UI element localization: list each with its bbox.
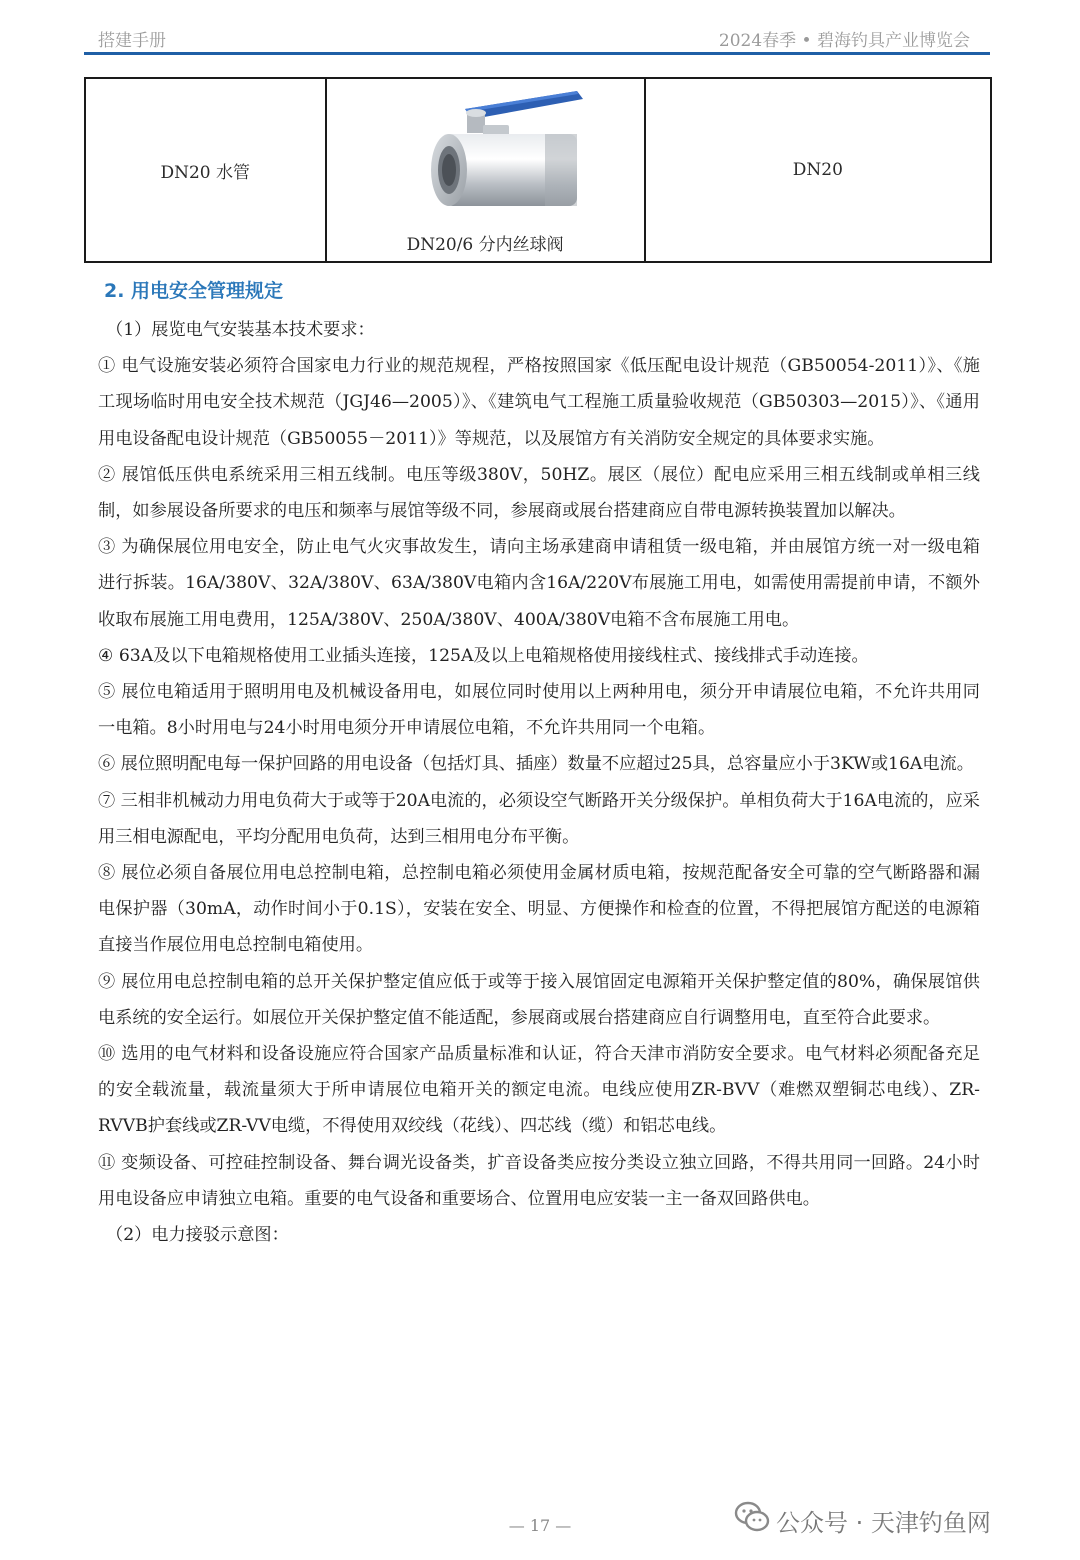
watermark [734, 1500, 1054, 1540]
section-title: 2. 用电安全管理规定 [104, 280, 284, 302]
spec-table [84, 77, 992, 263]
table-cell-spec: DN20 [645, 78, 991, 262]
table-cell-item: DN20 水管 [85, 78, 326, 262]
subheading: （2）电力接驳示意图： [106, 1225, 289, 1246]
paragraph: ⑩ 选用的电气材料和设备设施应符合国家产品质量标准和认证，符合天津市消防安全要求。电气材料必须配备充足的安全载流量，载流量须大于所申请展位电箱开关的额定电流。电线应使用ZR-BVV（难燃双塑铜芯电线）、ZR-RVVB护套线或ZR-VV电缆，不得使用双绞线（花线）、四芯线（缆）和铝芯电线。 [98, 1044, 980, 1137]
image-caption: DN20/6 分内丝球阀 [406, 235, 564, 255]
paragraph: ⑪ 变频设备、可控硅控制设备、舞台调光设备类，扩音设备类应按分类设立独立回路，不得共用同一回路。24小时用电设备应申请独立电箱。重要的电气设备和重要场合、位置用电应安装一主一备双回路供电。 [98, 1152, 980, 1209]
watermark-text: 公众号 · 天津钓鱼网 [776, 1509, 991, 1537]
paragraph: ③ 为确保展位用电安全，防止电气火灾事故发生，请向主场承建商申请租赁一级电箱，并由展馆方统一对一级电箱进行拆装。16A/380V、32A/380V、63A/380V电箱内含16A/220V布展施工用电，如需使用需提前申请，不额外收取布展施工用电费用，125A/380V、250A/380V、400A/380V电箱不含布展施工用电。 [98, 537, 980, 630]
table-row [85, 78, 991, 262]
paragraph: ② 展馆低压供电系统采用三相五线制。电压等级380V，50HZ。展区（展位）配电应采用三相五线制或单相三线制，如参展设备所要求的电压和频率与展馆等级不同，参展商或展台搭建商应自带电源转换装置加以解决。 [98, 464, 980, 522]
paragraph: ⑧ 展位必须自备展位用电总控制电箱，总控制电箱必须使用金属材质电箱，按规范配备安全可靠的空气断路器和漏电保护器（30mA，动作时间小于0.1S），安装在安全、明显、方便操作和检查的位置，不得把展馆方配送的电源箱直接当作展位用电总控制电箱使用。 [98, 863, 980, 956]
table-cell-image [326, 78, 645, 262]
paragraph: ⑨ 展位用电总控制电箱的总开关保护整定值应低于或等于接入展馆固定电源箱开关保护整定值的80%，确保展馆供电系统的安全运行。如展位开关保护整定值不能适配，参展商或展台搭建商应自行调整用电，直至符合此要求。 [98, 971, 980, 1028]
paragraph: ④ 63A及以下电箱规格使用工业插头连接，125A及以上电箱规格使用接线柱式、接线排式手动连接。 [98, 645, 869, 666]
header-event-title: 2024春季 • 碧海钓具产业博览会 [718, 31, 970, 51]
paragraph: ⑦ 三相非机械动力用电负荷大于或等于20A电流的，必须设空气断路开关分级保护。单相负荷大于16A电流的，应采用三相电源配电，平均分配用电负荷，达到三相用电分布平衡。 [98, 790, 980, 847]
paragraph: ① 电气设施安装必须符合国家电力行业的规范规程，严格按照国家《低压配电设计规范（GB50054-2011）》、《施工现场临时用电安全技术规范（JGJ46—2005）》、《建筑电气工程施工质量验收规范（GB50303—2015）》、《通用用电设备配电设计规范（GB50055－2011）》等规范，以及展馆方有关消防安全规定的具体要求实施。 [98, 356, 980, 449]
paragraph: ⑤ 展位电箱适用于照明用电及机械设备用电，如展位同时使用以上两种用电，须分开申请展位电箱，不允许共用同一电箱。8小时用电与24小时用电须分开申请展位电箱，不允许共用同一个电箱。 [98, 682, 980, 739]
page-number: — 17 — [508, 1516, 572, 1535]
header-divider [84, 52, 990, 55]
ball-valve-image [425, 89, 590, 217]
subheading: （1）展览电气安装基本技术要求： [106, 320, 375, 340]
wechat-icon [734, 1500, 770, 1534]
body-text [98, 312, 980, 1253]
header-doc-title: 搭建手册 [98, 31, 166, 51]
paragraph: ⑥ 展位照明配电每一保护回路的用电设备（包括灯具、插座）数量不应超过25具，总容量应小于3KW或16A电流。 [98, 754, 974, 775]
